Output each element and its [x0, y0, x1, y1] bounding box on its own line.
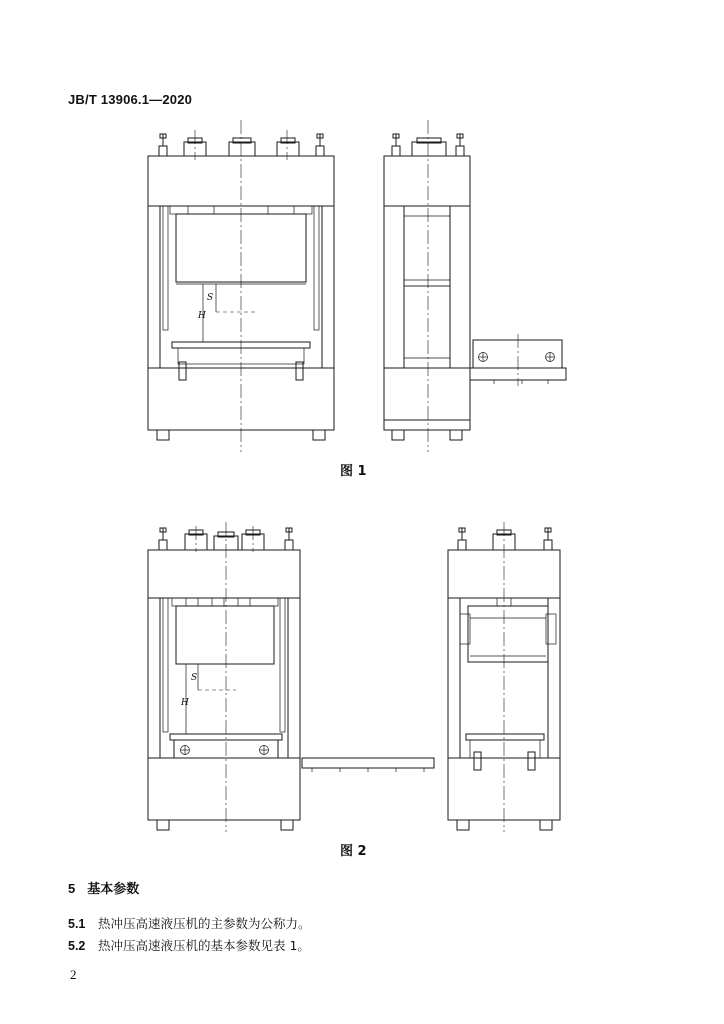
section-title: 基本参数	[87, 882, 140, 897]
dimension-label-s: S	[191, 673, 198, 683]
figure-2-caption: 图 2	[340, 844, 367, 859]
page-number: 2	[70, 967, 77, 982]
clause-5-1	[68, 914, 311, 932]
figure-1-front-view	[148, 120, 334, 452]
standard-number: JB/T 13906.1—2020	[68, 92, 193, 107]
clause-5-2	[68, 936, 310, 954]
figure-1-caption: 图 1	[340, 464, 367, 479]
clause-number: 5.1	[68, 917, 86, 931]
figure-2-side-view	[448, 522, 560, 832]
dimension-label-s: S	[207, 293, 214, 303]
clause-text: 热冲压高速液压机的主参数为公称力。	[98, 916, 311, 931]
figure-1-side-view	[384, 120, 566, 452]
clause-number: 5.2	[68, 939, 86, 953]
dimension-label-h: H	[181, 698, 189, 708]
section-number: 5	[68, 881, 76, 896]
clause-text: 热冲压高速液压机的基本参数见表 1。	[98, 938, 310, 953]
dimension-label-h: H	[198, 311, 206, 321]
section-heading	[68, 878, 139, 897]
figure-2-front-view	[148, 522, 434, 832]
